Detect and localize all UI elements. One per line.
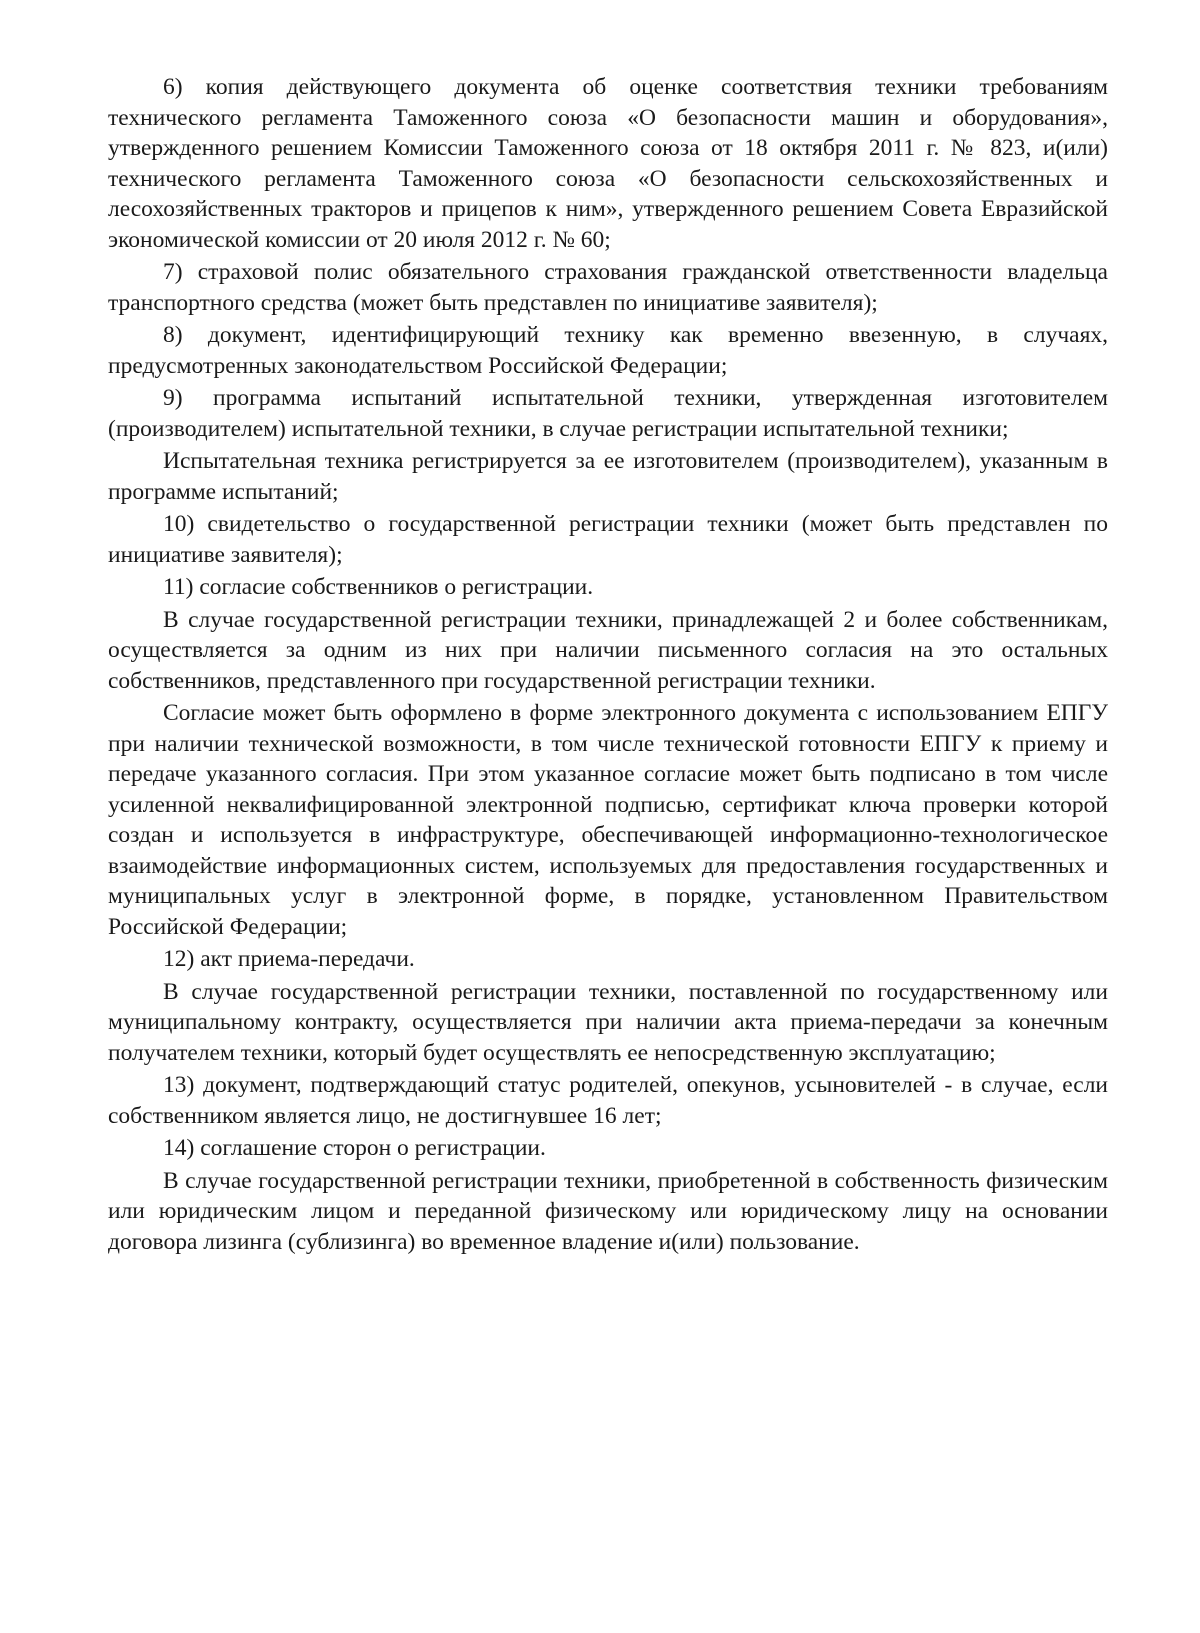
paragraph-item-13: 13) документ, подтверждающий статус родителей, опекунов, усыновителей - в случае, если собственником является лицо, не достигнувшее 16 лет;: [108, 1072, 1108, 1129]
paragraph-item-10: 10) свидетельство о государственной регистрации техники (может быть представлен по инициативе заявителя);: [108, 511, 1108, 568]
paragraph-item-12: 12) акт приема-передачи.: [163, 946, 415, 972]
paragraph-item-11: 11) согласие собственников о регистрации.: [163, 574, 594, 600]
paragraph-item-6: 6) копия действующего документа об оценке соответствия техники требованиям технического регламента Таможенного союза «О безопасности машин и оборудования», утвержденного решением Комиссии Таможенного союза от 18 октября 2011 г. № 823, и(или) технического регламента Таможенного союза «О безопасности сельскохозяйственных и лесохозяйственных тракторов и прицепов к ним», утвержденного решением Совета Евразийской экономической комиссии от 20 июля 2012 г. № 60;: [108, 74, 1108, 253]
paragraph-consent-note: Согласие может быть оформлено в форме электронного документа с использованием ЕПГУ при наличии технической возможности, в том числе технической готовности ЕПГУ к приему и передаче указанного согласия. При этом указанное согласие может быть подписано в том числе усиленной неквалифицированной электронной подписью, сертификат ключа проверки которой создан и используется в инфраструктуре, обеспечивающей информационно-технологическое взаимодействие информационных систем, используемых для предоставления государственных и муниципальных услуг в электронной форме, в порядке, установленном Правительством Российской Федерации;: [108, 700, 1108, 940]
paragraph-item-8: 8) документ, идентифицирующий технику как временно ввезенную, в случаях, предусмотренных законодательством Российской Федерации;: [108, 322, 1108, 379]
paragraph-contract-note: В случае государственной регистрации техники, поставленной по государственному или муниципальному контракту, осуществляется при наличии акта приема-передачи за конечным получателем техники, который будет осуществлять ее непосредственную эксплуатацию;: [108, 978, 1108, 1066]
paragraph-item-7: 7) страховой полис обязательного страхования гражданской ответственности владельца транспортного средства (может быть представлен по инициативе заявителя);: [108, 259, 1108, 316]
paragraph-test-equipment-note: Испытательная техника регистрируется за ее изготовителем (производителем), указанным в программе испытаний;: [108, 448, 1108, 505]
paragraph-item-14: 14) соглашение сторон о регистрации.: [163, 1135, 546, 1161]
paragraph-leasing-note: В случае государственной регистрации техники, приобретенной в собственность физическим или юридическим лицом и переданной физическому или юридическому лицу на основании договора лизинга (сублизинга) во временное владение и(или) пользование.: [108, 1167, 1108, 1255]
paragraph-item-9: 9) программа испытаний испытательной техники, утвержденная изготовителем (производителем) испытательной техники, в случае регистрации испытательной техники;: [108, 385, 1108, 442]
paragraph-co-owners-note: В случае государственной регистрации техники, принадлежащей 2 и более собственникам, осуществляется за одним из них при наличии письменного согласия на это остальных собственников, представленного при государственной регистрации техники.: [108, 606, 1108, 694]
document-body: [108, 72, 1108, 1257]
